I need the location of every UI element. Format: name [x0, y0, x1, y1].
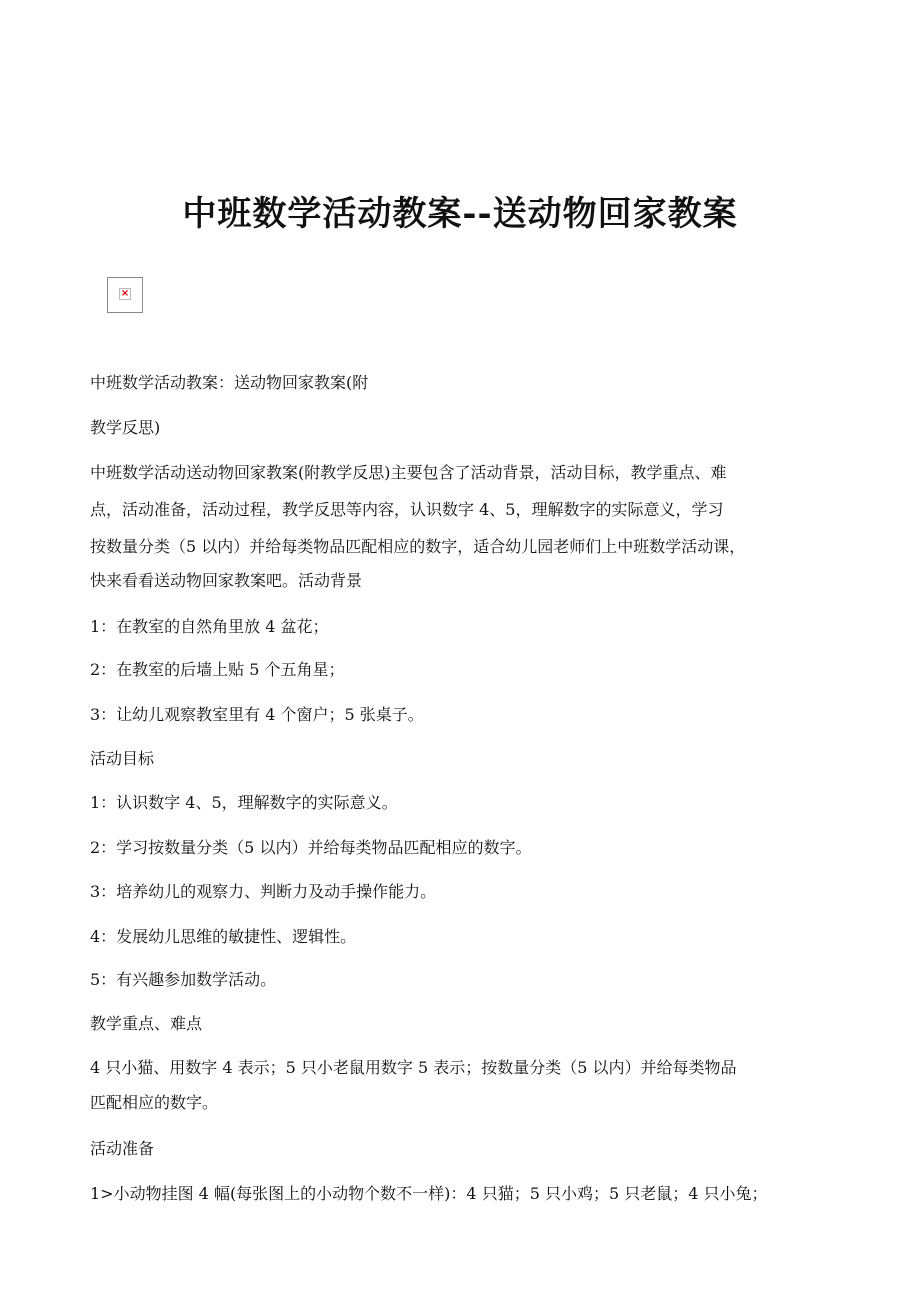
- text-line: 5：有兴趣参加数学活动。: [90, 970, 277, 989]
- text-line: 4：发展幼儿思维的敏捷性、逻辑性。: [90, 927, 357, 946]
- text-line: 中班数学活动教案：送动物回家教案(附: [90, 373, 369, 392]
- text-line: 4 只小猫、用数字 4 表示；5 只小老鼠用数字 5 表示；按数量分类（5 以内）并给每类物品: [90, 1058, 737, 1077]
- text-line: 活动目标: [90, 749, 155, 768]
- text-line: 2：学习按数量分类（5 以内）并给每类物品匹配相应的数字。: [90, 838, 532, 857]
- text-line: 1>小动物挂图 4 幅(每张图上的小动物个数不一样)：4 只猫；5 只小鸡；5 只老鼠；4 只小兔；: [90, 1184, 768, 1203]
- text-line: 2：在教室的后墙上贴 5 个五角星；: [90, 660, 345, 679]
- text-line: 按数量分类（5 以内）并给每类物品匹配相应的数字，适合幼儿园老师们上中班数学活动课，: [90, 537, 746, 556]
- text-line: 3：培养幼儿的观察力、判断力及动手操作能力。: [90, 882, 437, 901]
- text-line: 匹配相应的数字。: [90, 1093, 219, 1112]
- text-line: 1：在教室的自然角里放 4 盆花；: [90, 617, 329, 636]
- text-line: 教学反思): [90, 418, 161, 437]
- document-title: 中班数学活动教案--送动物回家教案: [182, 194, 738, 234]
- text-line: 快来看看送动物回家教案吧。活动背景: [90, 571, 363, 590]
- text-line: 点，活动准备，活动过程，教学反思等内容，认识数字 4、5，理解数字的实际意义，学习: [90, 500, 724, 519]
- text-line: 活动准备: [90, 1139, 155, 1158]
- text-line: 教学重点、难点: [90, 1014, 203, 1033]
- text-line: 中班数学活动送动物回家教案(附教学反思)主要包含了活动背景，活动目标，教学重点、难: [90, 463, 727, 482]
- text-line: 1：认识数字 4、5，理解数字的实际意义。: [90, 793, 398, 812]
- broken-image-icon: ×: [107, 277, 143, 313]
- text-line: 3：让幼儿观察教室里有 4 个窗户；5 张桌子。: [90, 705, 424, 724]
